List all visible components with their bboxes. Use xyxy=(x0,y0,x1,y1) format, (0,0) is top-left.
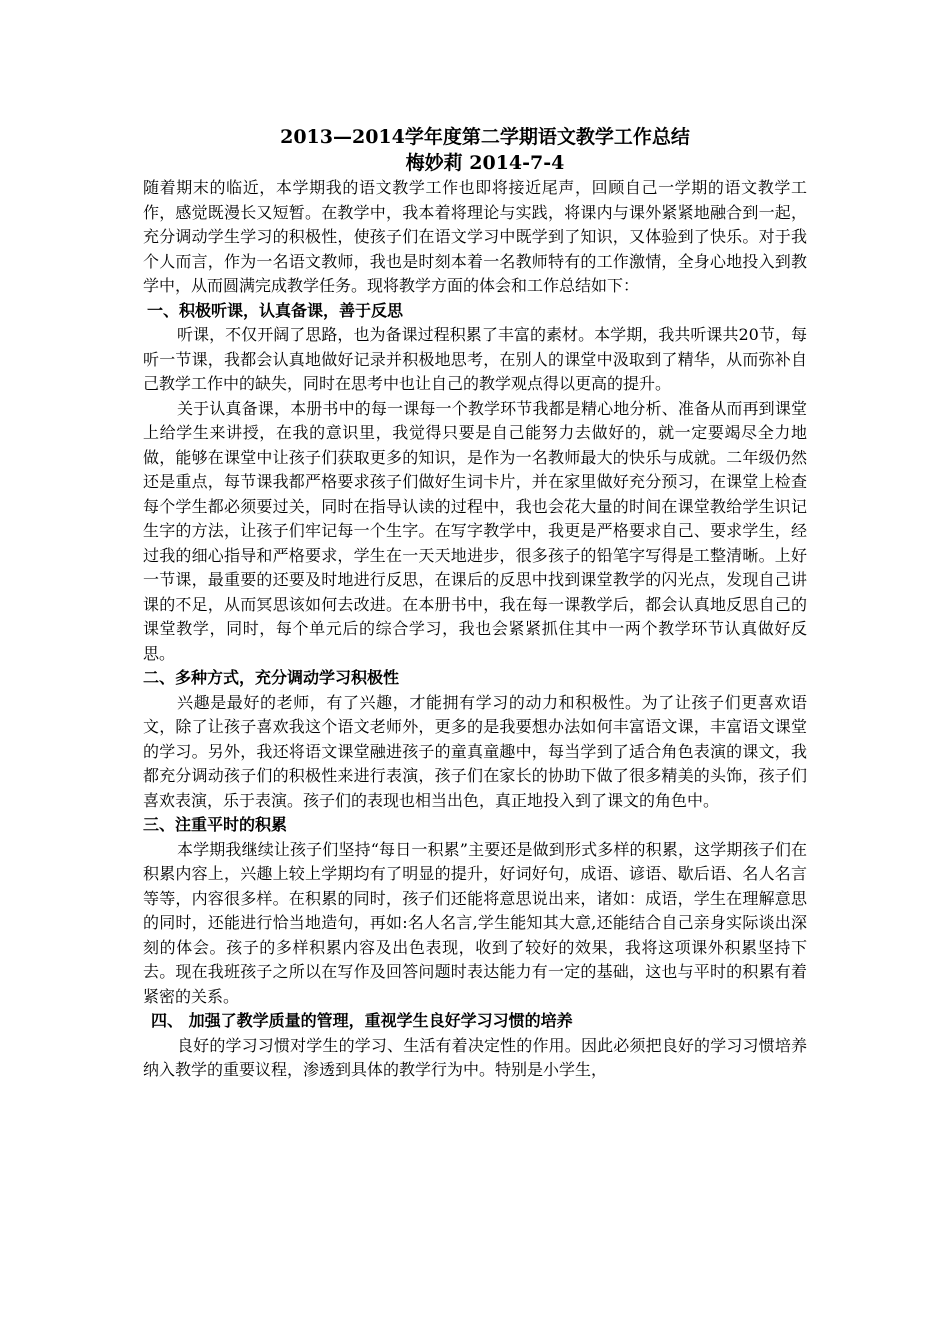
section-1-paragraph-1: 听课，不仅开阔了思路，也为备课过程积累了丰富的素材。本学期，我共听课共20节，每听一节课，我都会认真地做好记录并积极地思考，在别人的课堂中汲取到了精华，从而弥补自己教学工作中的缺失，同时在思考中也让自己的教学观点得以更高的提升。 xyxy=(143,325,807,393)
intro-paragraph: 随着期末的临近，本学期我的语文教学工作也即将接近尾声，回顾自己一学期的语文教学工作，感觉既漫长又短暂。在教学中，我本着将理论与实践，将课内与课外紧紧地融合到一起，充分调动学生学习的积极性，使孩子们在语文学习中既学到了知识，又体验到了快乐。对于我个人而言，作为一名语文教师，我也是时刻本着一名教师特有的工作激情，全身心地投入到教学中，从而圆满完成教学任务。现将教学方面的体会和工作总结如下： xyxy=(143,178,807,295)
section-4-heading: 四、 加强了教学质量的管理，重视学生良好学习习惯的培养 xyxy=(151,1011,573,1030)
document-page xyxy=(143,124,807,1083)
author-date: 梅妙莉 2014-7-4 xyxy=(405,152,565,174)
section-3-paragraph-1: 本学期我继续让孩子们坚持“每日一积累”主要还是做到形式多样的积累，这学期孩子们在积累内容上，兴趣上较上学期均有了明显的提升，好词好句，成语、谚语、歇后语、名人名言等等，内容很多样。在积累的同时，孩子们还能将意思说出来，诸如：成语，学生在理解意思的同时，还能进行恰当地造句，再如:名人名言,学生能知其大意,还能结合自己亲身实际谈出深刻的体会。孩子的多样积累内容及出色表现，收到了较好的效果，我将这项课外积累坚持下去。现在我班孩子之所以在写作及回答问题时表达能力有一定的基础，这也与平时的积累有着紧密的关系。 xyxy=(143,839,807,1006)
section-2-heading: 二、多种方式，充分调动学习积极性 xyxy=(143,668,400,687)
document-title: 2013—2014学年度第二学期语文教学工作总结 xyxy=(280,126,690,148)
section-2-paragraph-1: 兴趣是最好的老师，有了兴趣，才能拥有学习的动力和积极性。为了让孩子们更喜欢语文，除了让孩子喜欢我这个语文老师外，更多的是我要想办法如何丰富语文课，丰富语文课堂的学习。另外，我还将语文课堂融进孩子的童真童趣中，每当学到了适合角色表演的课文，我都充分调动孩子们的积极性来进行表演，孩子们在家长的协助下做了很多精美的头饰，孩子们喜欢表演，乐于表演。孩子们的表现也相当出色，真正地投入到了课文的角色中。 xyxy=(143,692,807,810)
section-1-heading: 一、积极听课，认真备课，善于反思 xyxy=(147,300,404,320)
section-4-paragraph-1: 良好的学习习惯对学生的学习、生活有着决定性的作用。因此必须把良好的学习习惯培养纳入教学的重要议程，渗透到具体的教学行为中。特别是小学生， xyxy=(143,1035,807,1079)
section-3-heading: 三、注重平时的积累 xyxy=(143,815,288,834)
section-1-paragraph-2: 关于认真备课，本册书中的每一课每一个教学环节我都是精心地分析、准备从而再到课堂上给学生来讲授，在我的意识里，我觉得只要是自己能努力去做好的，就一定要竭尽全力地做，能够在课堂中让孩子们获取更多的知识，是作为一名教师最大的快乐与成就。二年级仍然还是重点，每节课我都严格要求孩子们做好生词卡片，并在家里做好充分预习，在课堂上检查每个学生都必须要过关，同时在指导认读的过程中，我也会花大量的时间在课堂教给学生识记生字的方法，让孩子们牢记每一个生字。在写字教学中，我更是严格要求自己、要求学生，经过我的细心指导和严格要求，学生在一天天地进步，很多孩子的铅笔字写得是工整清晰。上好一节课，最重要的还要及时地进行反思，在课后的反思中找到课堂教学的闪光点，发现自己讲课的不足，从而冥思该如何去改进。在本册书中，我在每一课教学后，都会认真地反思自己的课堂教学，同时，每个单元后的综合学习，我也会紧紧抓住其中一两个教学环节认真做好反思。 xyxy=(143,398,807,663)
